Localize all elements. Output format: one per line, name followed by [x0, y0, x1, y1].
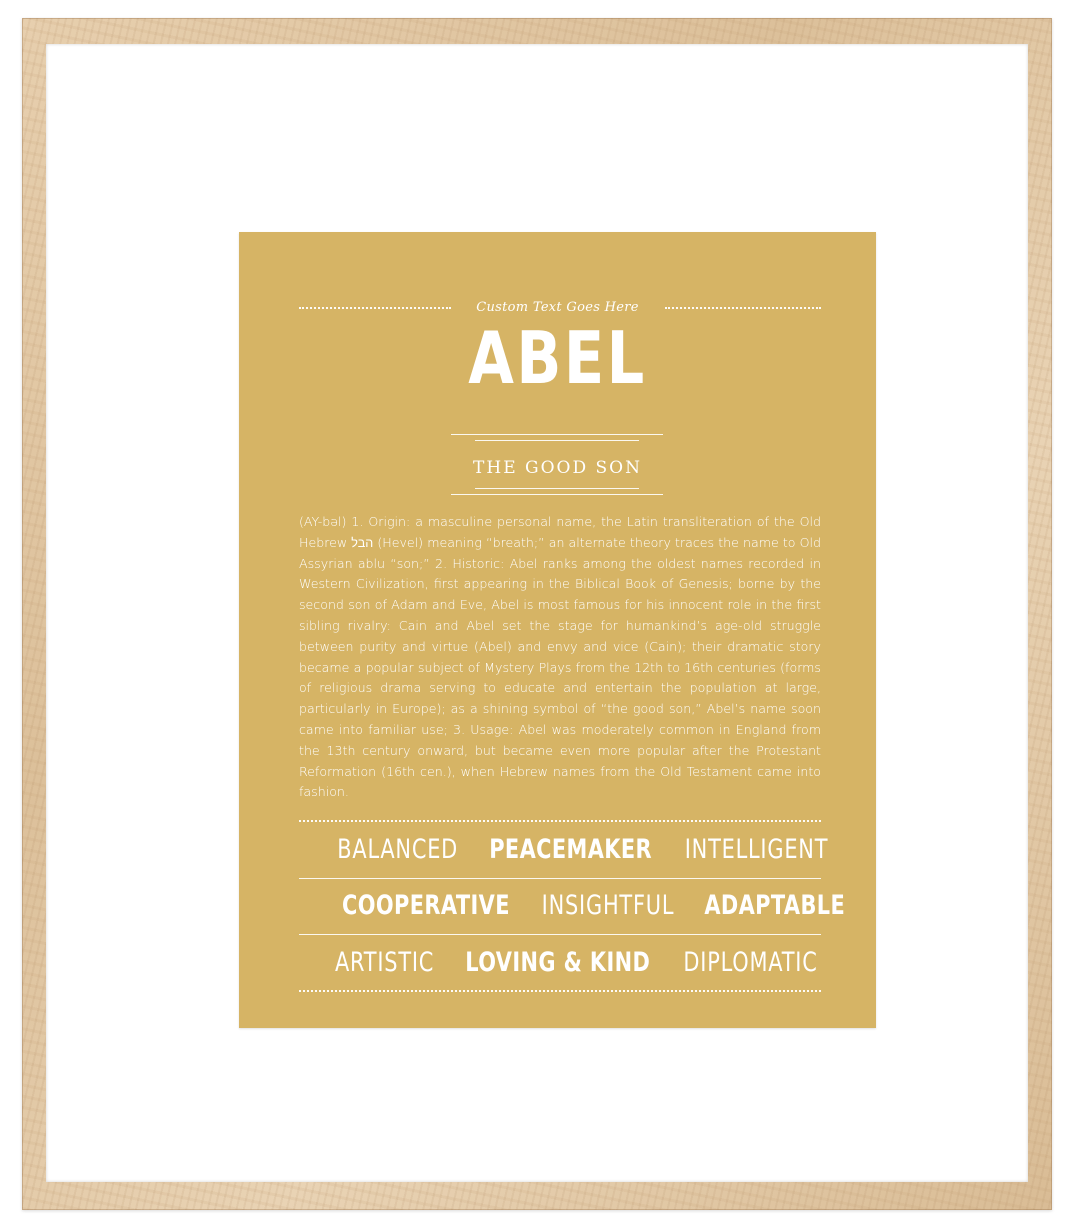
- traits-row-3: [299, 945, 821, 981]
- traits-rule-1: [299, 878, 821, 879]
- custom-text: Custom Text Goes Here: [476, 300, 639, 315]
- trait-word: BALANCED: [337, 834, 459, 865]
- traits-dots-bottom: [299, 990, 821, 992]
- trait-word: ARTISTIC: [334, 947, 435, 978]
- tagline-rule-bottom-2: [451, 494, 663, 495]
- frame-mat: [46, 44, 1028, 1182]
- trait-word: COOPERATIVE: [342, 890, 510, 921]
- traits-dots-top: [299, 820, 821, 822]
- name-title: ABEL: [468, 316, 647, 400]
- traits-row-2: [299, 888, 846, 924]
- trait-word: ADAPTABLE: [704, 890, 846, 921]
- picture-frame: [22, 18, 1052, 1210]
- traits-row-1: [299, 832, 828, 868]
- trait-word: DIPLOMATIC: [683, 947, 818, 978]
- name-print: [239, 232, 876, 1028]
- tagline: THE GOOD SON: [473, 458, 642, 478]
- tagline-rule-top: [451, 434, 663, 435]
- name-definition: (AY-bəl) 1. Origin: a masculine personal name, the Latin transliteration of the Old Hebrew הבל (Hevel) meaning “breath;” an alternate theory traces the name to Old Assyrian ablu “son;” 2. Historic: Abel ranks among the oldest names recorded in Western Civilization, first appearing in the Biblical Book of Genesis; borne by the second son of Adam and Eve, Abel is most famous for his innocent role in the first sibling rivalry: Cain and Abel set the stage for humankind’s age-old struggle between purity and virtue (Abel) and envy and vice (Cain); their dramatic story became a popular subject of Mystery Plays from the 12th to 16th centuries (forms of religious drama serving to educate and entertain the population at large, particularly in Europe); as a shining symbol of “the good son,” Abel’s name soon came into familiar use; 3. Usage: Abel was moderately common in England from the 13th century onward, but became even more popular after the Protestant Reformation (16th cen.), when Hebrew names from the Old Testament came into fashion.: [299, 514, 821, 800]
- tagline-rule-top-2: [475, 440, 639, 441]
- tagline-rule-bottom: [475, 488, 639, 489]
- trait-word: LOVING & KIND: [465, 947, 651, 978]
- traits-rule-2: [299, 934, 821, 935]
- trait-word: INSIGHTFUL: [542, 890, 675, 921]
- trait-word: PEACEMAKER: [488, 834, 652, 865]
- trait-word: INTELLIGENT: [684, 834, 828, 865]
